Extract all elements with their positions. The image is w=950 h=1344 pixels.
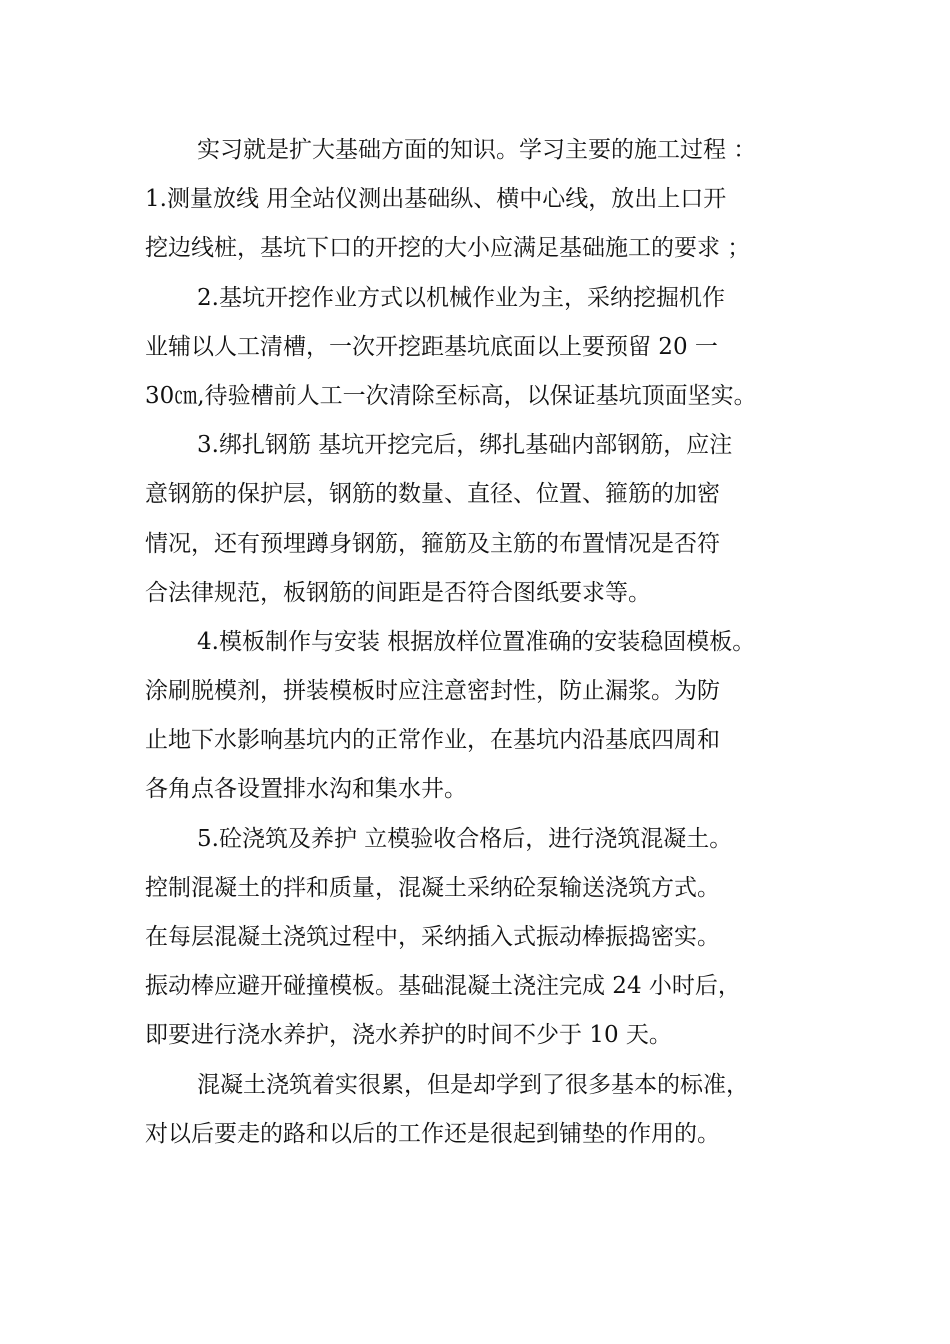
text-line: 即要进行浇水养护，浇水养护的时间不少于 10 天。: [145, 1022, 672, 1049]
text-line: 2.基坑开挖作业方式以机械作业为主，采纳挖掘机作: [197, 284, 725, 311]
text-line: 情况，还有预埋蹲身钢筋，箍筋及主筋的布置情况是否符: [145, 530, 720, 557]
text-line: 对以后要走的路和以后的工作还是很起到铺垫的作用的。: [145, 1120, 720, 1147]
text-line: 各角点各设置排水沟和集水井。: [145, 776, 467, 803]
text-line: 1.测量放线 用全站仪测出基础纵、横中心线，放出上口开: [145, 186, 727, 213]
text-line: 合法律规范，板钢筋的间距是否符合图纸要求等。: [145, 579, 651, 606]
text-line: 3.绑扎钢筋 基坑开挖完后，绑扎基础内部钢筋，应注: [197, 432, 733, 459]
text-line: 涂刷脱模剂，拼装模板时应注意密封性，防止漏浆。为防: [145, 678, 720, 705]
text-line: 控制混凝土的拌和质量，混凝土采纳砼泵输送浇筑方式。: [145, 874, 720, 901]
document-body: [145, 126, 845, 1159]
text-line: 挖边线桩，基坑下口的开挖的大小应满足基础施工的要求 ；: [145, 235, 751, 262]
text-line: 5.砼浇筑及养护 立模验收合格后，进行浇筑混凝土。: [197, 825, 733, 852]
text-line: 在每层混凝土浇筑过程中，采纳插入式振动棒振捣密实。: [145, 924, 720, 950]
text-line: 意钢筋的保护层，钢筋的数量、直径、位置、箍筋的加密: [145, 481, 720, 508]
text-line: 混凝土浇筑着实很累，但是却学到了很多基本的标准，: [197, 1071, 749, 1098]
text-line: 振动棒应避开碰撞模板。基础混凝土浇注完成 24 小时后，: [145, 973, 741, 1000]
text-line: 业辅以人工清槽，一次开挖距基坑底面以上要预留 20 一: [145, 333, 718, 360]
text-line: 止地下水影响基坑内的正常作业，在基坑内沿基底四周和: [145, 727, 720, 754]
text-line: 4.模板制作与安装 根据放样位置准确的安装稳固模板。: [197, 628, 756, 655]
text-line: 实习就是扩大基础方面的知识。学习主要的施工过程 ：: [197, 137, 757, 163]
text-line: 30㎝,待验槽前人工一次清除至标高，以保证基坑顶面坚实。: [145, 382, 757, 409]
